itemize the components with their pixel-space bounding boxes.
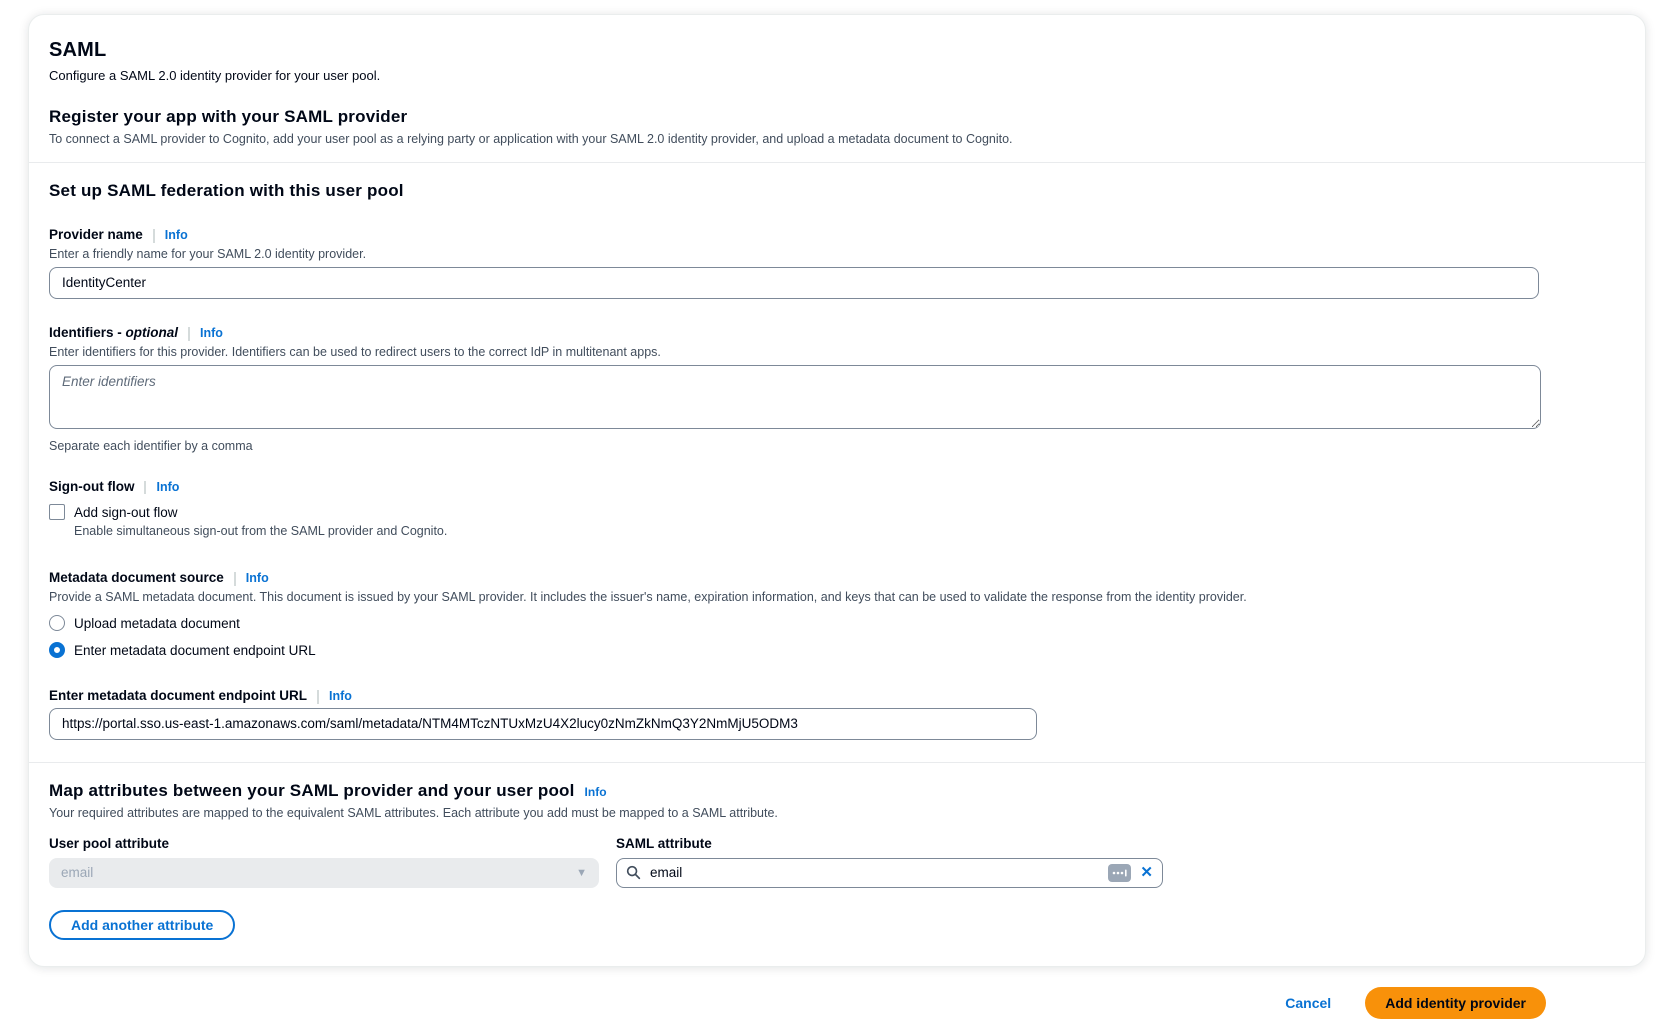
user-pool-attribute-select — [49, 858, 599, 888]
page-title: SAML — [49, 39, 107, 61]
metadata-source-description: Provide a SAML metadata document. This document is issued by your SAML provider. It includes the issuer's name, expiration information, and keys that can be used to validate the response from the identity provider. — [49, 590, 1247, 604]
clear-input-icon[interactable]: ✕ — [1140, 864, 1153, 882]
search-icon — [626, 865, 641, 880]
map-section-heading: Map attributes between your SAML provider and your user pool — [49, 780, 575, 800]
metadata-url-input[interactable] — [49, 708, 1037, 740]
chevron-down-icon: ▼ — [576, 866, 587, 879]
add-another-attribute-button[interactable]: Add another attribute — [49, 910, 235, 940]
provider-name-info-link[interactable]: Info — [153, 229, 188, 243]
saml-attribute-column-label: SAML attribute — [616, 835, 712, 851]
user-pool-attribute-column-label: User pool attribute — [49, 835, 170, 851]
metadata-source-field-group — [49, 570, 1625, 658]
identifiers-info-link[interactable]: Info — [188, 327, 223, 341]
register-section-heading: Register your app with your SAML provider — [49, 107, 408, 126]
add-sign-out-flow-description: Enable simultaneous sign-out from the SAML provider and Cognito. — [74, 524, 448, 539]
section-divider — [29, 162, 1645, 163]
metadata-url-label: Enter metadata document endpoint URL — [49, 688, 308, 703]
radio-button-icon[interactable] — [49, 615, 65, 631]
saml-setup-card — [28, 14, 1646, 967]
saml-attribute-input[interactable] — [648, 864, 1108, 881]
sign-out-flow-field-group — [49, 479, 1625, 539]
section-divider — [29, 762, 1645, 763]
metadata-url-info-link[interactable]: Info — [317, 690, 352, 704]
identifiers-field-group — [49, 325, 1625, 453]
add-sign-out-flow-checkbox-label[interactable]: Add sign-out flow — [74, 504, 178, 520]
ellipsis-indicator-icon — [1108, 864, 1131, 882]
identifiers-textarea[interactable] — [49, 365, 1541, 429]
provider-name-label: Provider name — [49, 227, 143, 242]
sign-out-flow-info-link[interactable]: Info — [144, 481, 179, 495]
metadata-url-field-group — [49, 688, 1625, 740]
user-pool-attribute-value: email — [61, 865, 94, 881]
radio-option-upload-metadata[interactable] — [49, 615, 1625, 631]
cancel-button[interactable]: Cancel — [1285, 994, 1332, 1011]
identifiers-hint: Separate each identifier by a comma — [49, 438, 253, 453]
radio-button-selected-icon[interactable] — [49, 642, 65, 658]
identifiers-optional-suffix: optional — [125, 324, 179, 340]
metadata-source-label: Metadata document source — [49, 570, 224, 586]
add-sign-out-flow-checkbox[interactable] — [49, 504, 65, 520]
page-subtitle: Configure a SAML 2.0 identity provider for your user pool. — [49, 68, 381, 83]
radio-option-endpoint-url-label[interactable]: Enter metadata document endpoint URL — [74, 642, 316, 658]
metadata-source-info-link[interactable]: Info — [234, 572, 269, 586]
attribute-mapping-row — [49, 836, 1625, 888]
provider-name-field-group — [49, 227, 1625, 299]
setup-section-heading: Set up SAML federation with this user pool — [49, 181, 404, 200]
sign-out-flow-label: Sign-out flow — [49, 478, 135, 494]
radio-option-endpoint-url[interactable] — [49, 642, 1625, 658]
identifiers-description: Enter identifiers for this provider. Identifiers can be used to redirect users to the correct IdP in multitenant apps. — [49, 344, 661, 359]
provider-name-input[interactable] — [49, 267, 1539, 299]
register-section-description: To connect a SAML provider to Cognito, add your user pool as a relying party or application with your SAML 2.0 identity provider, and upload a metadata document to Cognito. — [49, 132, 1013, 146]
form-footer — [28, 987, 1546, 1019]
saml-attribute-search-field[interactable] — [616, 858, 1163, 888]
add-identity-provider-button[interactable]: Add identity provider — [1365, 987, 1546, 1019]
map-section-description: Your required attributes are mapped to the equivalent SAML attributes. Each attribute you add must be mapped to a SAML attribute. — [49, 805, 778, 820]
provider-name-description: Enter a friendly name for your SAML 2.0 identity provider. — [49, 246, 367, 261]
identifiers-label: Identifiers - optional — [49, 324, 179, 340]
map-section-info-link[interactable]: Info — [584, 784, 607, 799]
radio-option-upload-metadata-label[interactable]: Upload metadata document — [74, 615, 240, 631]
